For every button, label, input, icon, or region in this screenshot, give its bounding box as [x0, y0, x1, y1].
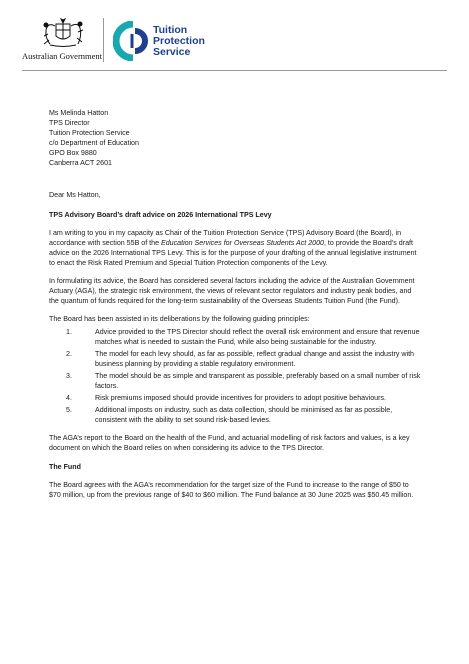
tps-logo-line: Protection: [153, 35, 205, 47]
list-number: 1.: [66, 327, 72, 336]
salutation: Dear Ms Hatton,: [49, 190, 101, 199]
list-text: Advice provided to the TPS Director should reflect the overall risk environment and ensure that revenue matches what is needed to sustain the Fund, while also being sustainable for the industry.: [95, 327, 420, 346]
list-text: Risk premiums imposed should provide incentives for providers to adopt positive behaviours.: [95, 394, 386, 403]
paragraph-fund: The Board agrees with the AGA’s recommendation for the target size of the Fund to increase to the range of $50 to $70 million, up from the previous range of $40 to $60 million. The Fund balance at 30 June 2025 was $50.45 million.: [49, 480, 414, 499]
address-line: Canberra ACT 2601: [49, 159, 112, 168]
list-number: 3.: [66, 371, 72, 380]
paragraph-text: , to provide the Board’s draft advice on the 2026 International TPS Levy. This is for the purpose of your drafting of the annual legislative instrument to enact the Risk Rated Premium and Special Tuition Protection components of the Levy.: [49, 238, 417, 268]
address-line: Ms Melinda Hatton: [49, 109, 109, 117]
list-item: [49, 371, 421, 391]
address-line: c/o Department of Education: [49, 139, 139, 148]
paragraph-factors: In formulating its advice, the Board has considered several factors including the advice of the Australian Government Actuary (AGA), the strategic risk environment, the views of relevant sector regulators and industry peak bodies, and the quantum of funds required for the long-term sustainability of the Overseas Students Tuition Fund (the Fund).: [49, 277, 415, 306]
list-text: Additional imposts on industry, such as data collection, should be minimised as far as possible, consistent with the ability to set sound risk-based levies.: [95, 406, 393, 425]
list-item: [49, 327, 421, 347]
tps-logo: [113, 17, 233, 65]
australian-government-logo: [22, 14, 104, 64]
coat-of-arms-icon: [40, 14, 86, 48]
recipient-address: [49, 108, 421, 169]
list-item: [49, 405, 421, 425]
logo-divider: [103, 18, 104, 62]
paragraph-aga-report: The AGA’s report to the Board on the health of the Fund, and actuarial modelling of risk factors and values, is a key document on which the Board relies on when considering its advice to the TPS Director.: [49, 434, 410, 453]
tps-logo-line: Tuition: [153, 24, 188, 36]
act-title: Education Services for Overseas Students Act 2000: [161, 238, 324, 247]
paragraph-text: I am writing to you in my capacity as Chair of the Tuition Protection Service (TPS) Advisory Board (the Board), in accordance with section 55B of the: [49, 228, 402, 247]
australian-government-text: Australian Government: [22, 51, 103, 61]
list-number: 4.: [66, 394, 72, 403]
tps-logo-line: Service: [153, 46, 191, 58]
tps-shield-icon: [113, 21, 151, 61]
list-number: 2.: [66, 349, 72, 358]
section-heading-fund: The Fund: [49, 462, 81, 471]
paragraph-intro: [49, 228, 421, 268]
list-text: The model for each levy should, as far as possible, reflect gradual change and assist the industry with business planning by providing a stable regulatory environment.: [95, 349, 414, 368]
letter-body: [49, 108, 421, 500]
list-item: [49, 349, 421, 369]
address-line: Tuition Protection Service: [49, 129, 130, 138]
list-text: The model should be as simple and transparent as possible, preferably based on a small number of risk factors.: [95, 371, 421, 390]
header-rule: [22, 70, 447, 71]
address-line: TPS Director: [49, 119, 90, 128]
letter-subject: TPS Advisory Board’s draft advice on 2026 International TPS Levy: [49, 210, 272, 219]
paragraph-principles-intro: The Board has been assisted in its deliberations by the following guiding principles:: [49, 315, 310, 324]
principles-list: [49, 327, 421, 426]
list-item: [49, 393, 421, 403]
address-line: GPO Box 9880: [49, 149, 97, 158]
list-number: 5.: [66, 406, 72, 415]
tps-logo-text: [153, 25, 205, 58]
